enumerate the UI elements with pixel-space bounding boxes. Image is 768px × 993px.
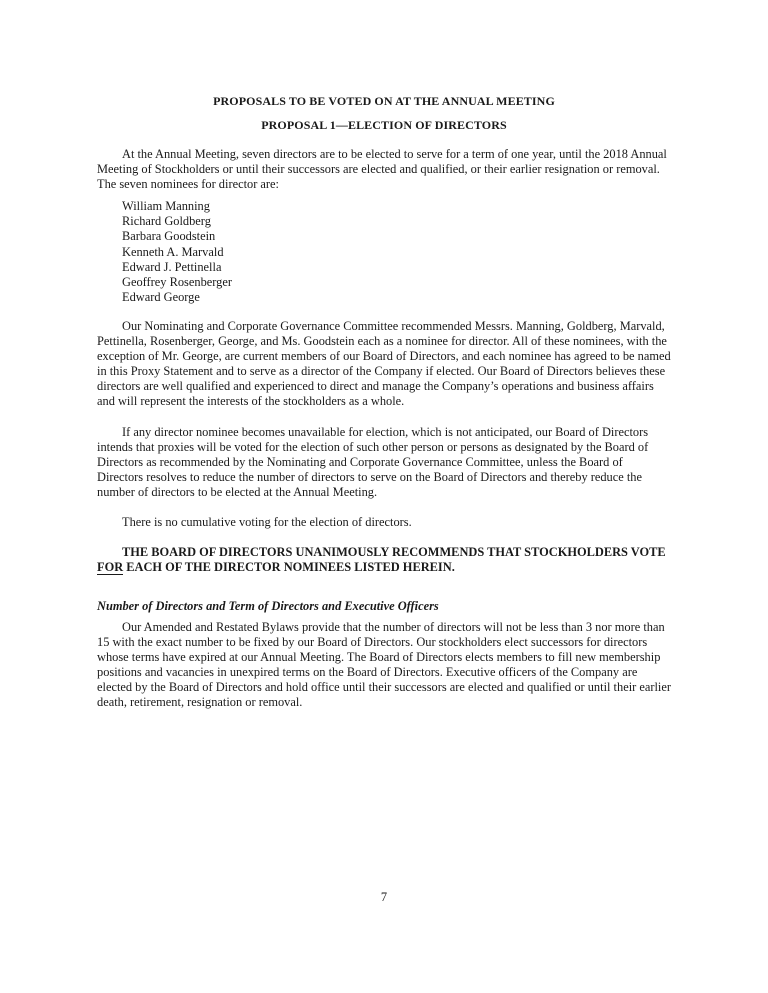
document-page xyxy=(97,0,671,993)
bylaws-paragraph: Our Amended and Restated Bylaws provide that the number of directors will not be less than 3 nor more than 15 with the exact number to be fixed by our Board of Directors. Our stockholders elect successors for directors whose terms have expired at our Annual Meeting. The Board of Directors elects members to fill new membership positions and vacancies in unexpired terms on the Board of Directors. Executive officers of the Company are elected by the Board of Directors and hold office until their successors are elected and qualified or until their earlier death, retirement, resignation or removal. xyxy=(97,620,671,710)
nominee-item: Barbara Goodstein xyxy=(122,229,216,244)
recommendation-text-end: EACH OF THE DIRECTOR NOMINEES LISTED HEREIN. xyxy=(123,560,455,575)
page-number: 7 xyxy=(380,890,388,904)
intro-paragraph: At the Annual Meeting, seven directors are to be elected to serve for a term of one year, until the 2018 Annual Meeting of Stockholders or until their successors are elected and qualified, or their earlier resignation or removal. The seven nominees for director are: xyxy=(97,147,667,192)
subsection-heading: Number of Directors and Term of Directors and Executive Officers xyxy=(97,599,439,613)
cumulative-voting-paragraph: There is no cumulative voting for the election of directors. xyxy=(122,515,412,529)
nominee-item: Edward George xyxy=(122,290,200,305)
nominee-item: Kenneth A. Marvald xyxy=(122,244,224,259)
section-heading: PROPOSALS TO BE VOTED ON AT THE ANNUAL MEETING xyxy=(213,94,555,108)
recommendation-text-start: THE BOARD OF DIRECTORS UNANIMOUSLY RECOMMENDS THAT STOCKHOLDERS VOTE xyxy=(122,545,666,559)
nominee-item: Richard Goldberg xyxy=(122,214,211,229)
recommendation-emphasis: FOR xyxy=(97,560,124,575)
committee-paragraph: Our Nominating and Corporate Governance Committee recommended Messrs. Manning, Goldberg, Marvald, Pettinella, Rosenberger, George, and Ms. Goodstein each as a nominee for director. All of these nominees, with the exception of Mr. George, are current members of our Board of Directors, and each nominee has agreed to be named in this Proxy Statement and to serve as a director of the Company if elected. Our Board of Directors believes these directors are well qualified and experienced to direct and manage the Company’s operations and business affairs and will represent the interests of the stockholders as a whole. xyxy=(97,319,671,409)
board-recommendation xyxy=(97,545,671,575)
nominee-item: William Manning xyxy=(122,199,210,213)
nominee-item: Edward J. Pettinella xyxy=(122,259,222,274)
nominee-list xyxy=(122,199,232,305)
unavailable-nominee-paragraph: If any director nominee becomes unavailable for election, which is not anticipated, our Board of Directors intends that proxies will be voted for the election of such other person or persons as designated by the Board of Directors as recommended by the Nominating and Corporate Governance Committee, unless the Board of Directors resolves to reduce the number of directors to serve on the Board of Directors and thereby reduce the number of directors to be elected at the Annual Meeting. xyxy=(97,425,649,500)
proposal-heading: PROPOSAL 1—ELECTION OF DIRECTORS xyxy=(261,118,507,132)
nominee-item: Geoffrey Rosenberger xyxy=(122,275,232,290)
